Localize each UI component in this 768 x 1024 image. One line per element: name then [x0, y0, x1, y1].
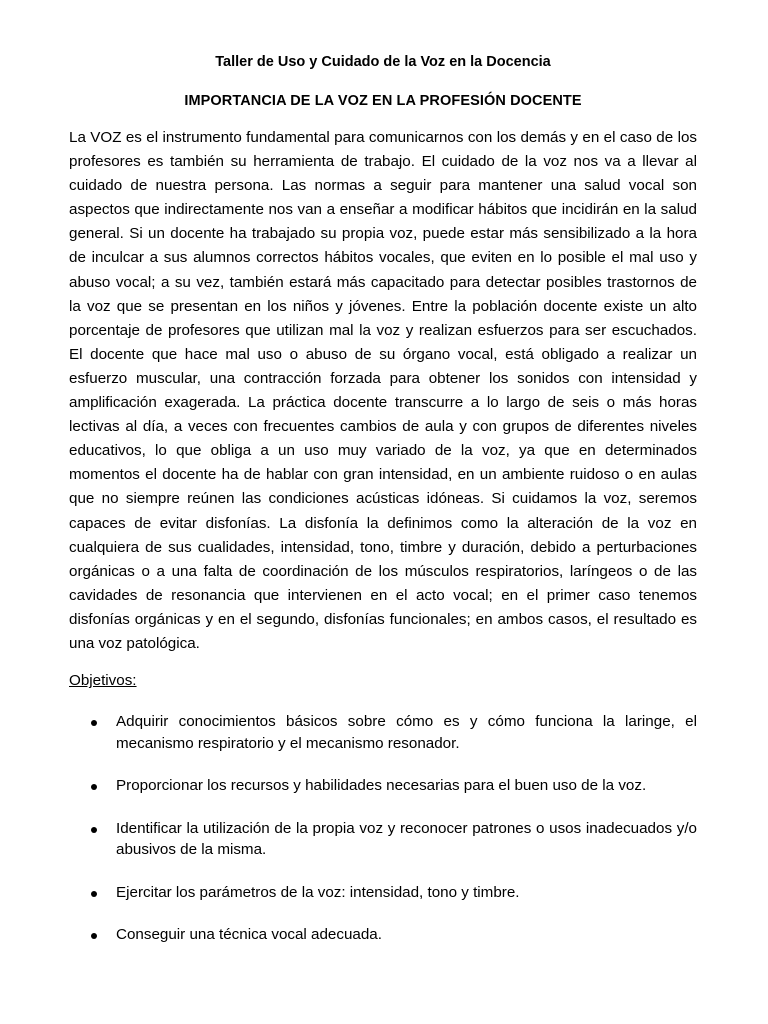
bullet-icon	[91, 933, 97, 939]
document-subtitle: IMPORTANCIA DE LA VOZ EN LA PROFESIÓN DOCENTE	[184, 93, 582, 109]
objective-text: Adquirir conocimientos básicos sobre cómo es y cómo funciona la laringe, el mecanismo respiratorio y el mecanismo resonador.	[116, 713, 697, 752]
objective-item	[69, 924, 697, 946]
objective-text: Conseguir una técnica vocal adecuada.	[116, 926, 382, 944]
bullet-icon	[91, 891, 97, 897]
body-paragraph: La VOZ es el instrumento fundamental para comunicarnos con los demás y en el caso de los profesores es también su herramienta de trabajo. El cuidado de la voz nos va a llevar al cuidado de nuestra persona. Las normas a seguir para mantener una salud vocal son aspectos que indirectamente nos van a enseñar a modificar hábitos que incidirán en la salud general. Si un docente ha trabajado su propia voz, puede estar más sensibilizado a la hora de inculcar a sus alumnos correctos hábitos vocales, que eviten en lo posible el mal uso y abuso vocal; a su vez, también estará más capacitado para detectar posibles trastornos de la voz que se presentan en los niños y jóvenes. Entre la población docente existe un alto porcentaje de profesores que utilizan mal la voz y realizan esfuerzos para ser escuchados. El docente que hace mal uso o abuso de su órgano vocal, está obligado a realizar un esfuerzo muscular, una contracción forzada para obtener los sonidos con intensidad y amplificación exagerada. La práctica docente transcurre a lo largo de seis o más horas lectivas al día, a veces con frecuentes cambios de aula y con grupos de diferentes niveles educativos, lo que obliga a un uso muy variado de la voz, ya que en determinados momentos el docente ha de hablar con gran intensidad, en un ambiente ruidoso o en aulas que no siempre reúnen las condiciones acústicas idóneas. Si cuidamos la voz, seremos capaces de evitar disfonías. La disfonía la definimos como la alteración de la voz en cualquiera de sus cualidades, intensidad, tono, timbre y duración, debido a perturbaciones orgánicas o a una falta de coordinación de los músculos respiratorios, laríngeos o de las cavidades de resonancia que intervienen en el acto vocal; en el primer caso tenemos disfonías orgánicas y en el segundo, disfonías funcionales; en ambos casos, el resultado es una voz patológica.	[69, 129, 697, 652]
bullet-icon	[91, 784, 97, 790]
objective-item	[69, 711, 697, 754]
document-title: Taller de Uso y Cuidado de la Voz en la Docencia	[215, 54, 551, 70]
objectives-list	[69, 711, 697, 946]
bullet-icon	[91, 720, 97, 726]
objective-item	[69, 775, 697, 797]
bullet-icon	[91, 827, 97, 833]
objectives-heading: Objetivos:	[69, 672, 137, 690]
objective-text: Ejercitar los parámetros de la voz: intensidad, tono y timbre.	[116, 883, 520, 901]
objective-text: Proporcionar los recursos y habilidades necesarias para el buen uso de la voz.	[116, 777, 647, 795]
objective-text: Identificar la utilización de la propia voz y reconocer patrones o usos inadecuados y/o abusivos de la misma.	[116, 819, 697, 859]
objective-item	[69, 882, 697, 904]
objective-item	[69, 818, 697, 861]
